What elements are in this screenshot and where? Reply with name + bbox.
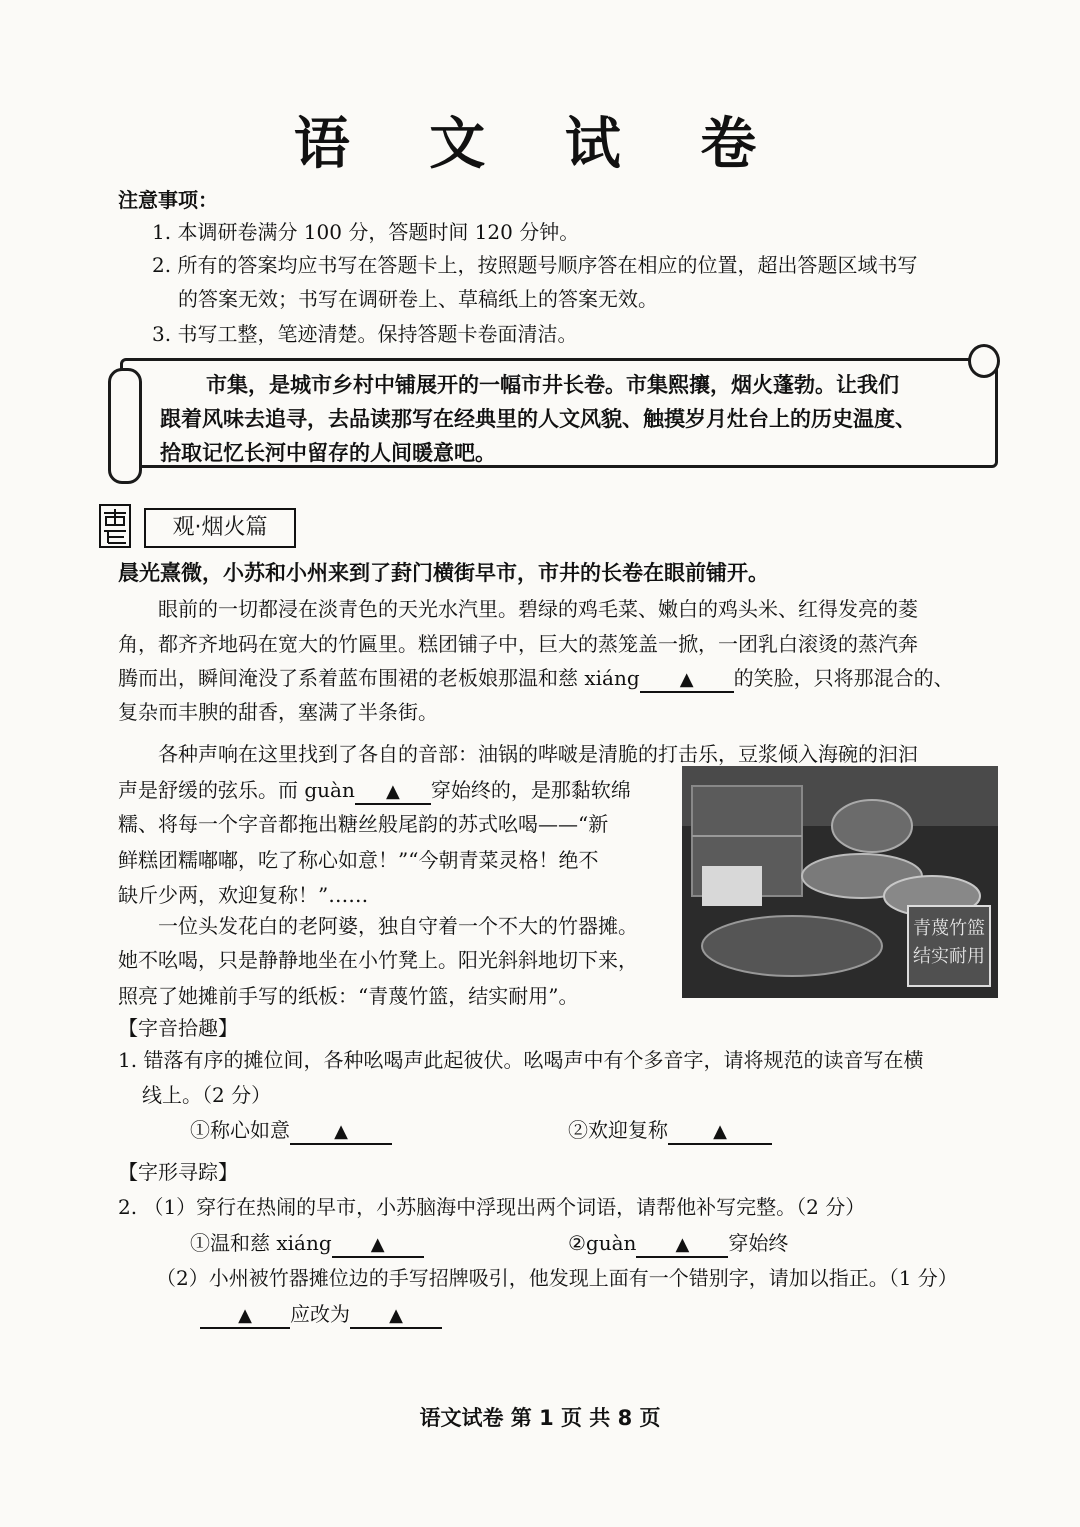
market-stall-photo (682, 766, 998, 998)
answer-blank[interactable]: ▲ (355, 781, 431, 805)
q2-part1: 2. （1）穿行在热闹的早市，小苏脑海中浮现出两个词语，请帮他补写完整。（2 分） (118, 1195, 866, 1219)
banner-text (160, 368, 980, 470)
para1-line1: 眼前的一切都浸在淡青色的天光水汽里。碧绿的鸡毛菜、嫩白的鸡头米、红得发亮的菱 (158, 597, 918, 621)
market-seal-icon (98, 503, 132, 549)
q2-item-a-label: ①温和慈 xiáng (190, 1231, 332, 1255)
answer-blank[interactable]: ▲ (332, 1234, 424, 1258)
para2-line2-a: 声是舒缓的弦乐。而 guàn (118, 778, 355, 802)
para2-line4: 鲜糕团糯嘟嘟，吃了称心如意！”“今朝青菜灵格！绝不 (118, 848, 599, 872)
notice-item-2-cont: 的答案无效；书写在调研卷上、草稿纸上的答案无效。 (178, 287, 658, 311)
q1-item-a-label: ①称心如意 (190, 1118, 290, 1142)
q1-item-a (190, 1116, 392, 1145)
answer-blank[interactable]: ▲ (350, 1305, 442, 1329)
para3-line1: 一位头发花白的老阿婆，独自守着一个不大的竹器摊。 (158, 914, 638, 938)
section-title: 观·烟火篇 (144, 508, 296, 548)
q-section-pronunciation: 【字音拾趣】 (118, 1016, 238, 1040)
answer-blank[interactable]: ▲ (636, 1234, 728, 1258)
para1-line4: 复杂而丰腴的甜香，塞满了半条街。 (118, 700, 438, 724)
q2-change-label: 应改为 (290, 1302, 350, 1326)
q2-correction (200, 1300, 442, 1329)
notice-heading: 注意事项： (118, 188, 218, 212)
q1-item-b-label: ②欢迎复称 (568, 1118, 668, 1142)
q1-line1: 1. 错落有序的摊位间，各种吆喝声此起彼伏。吆喝声中有个多音字，请将规范的读音写在横 (118, 1048, 924, 1072)
answer-blank[interactable]: ▲ (290, 1121, 392, 1145)
para2-line5: 缺斤少两，欢迎复称！”…… (118, 883, 369, 907)
para2-line2 (118, 776, 631, 805)
banner-line-3: 拾取记忆长河中留存的人间暖意吧。 (160, 441, 496, 465)
notice-item-2: 2. 所有的答案均应书写在答题卡上，按照题号顺序答在相应的位置，超出答题区域书写 (152, 253, 918, 277)
banner-line-1: 市集，是城市乡村中铺展开的一幅市井长卷。市集熙攘，烟火蓬勃。让我们 (206, 373, 899, 397)
para3-line3: 照亮了她摊前手写的纸板：“青蔑竹篮，结实耐用”。 (118, 984, 579, 1008)
para1-line2: 角，都齐齐地码在宽大的竹匾里。糕团铺子中，巨大的蒸笼盖一掀，一团乳白滚烫的蒸汽奔 (118, 632, 918, 656)
para2-line1: 各种声响在这里找到了各自的音部：油锅的哔啵是清脆的打击乐，豆浆倾入海碗的汩汩 (158, 742, 918, 766)
notice-item-3: 3. 书写工整，笔迹清楚。保持答题卡卷面清洁。 (152, 322, 578, 346)
q2-item-b-label: ②guàn (568, 1231, 637, 1255)
para1-line3-a: 腾而出，瞬间淹没了系着蓝布围裙的老板娘那温和慈 xiáng (118, 666, 640, 690)
para2-line3: 糯、将每一个字音都拖出糖丝般尾韵的苏式吆喝——“新 (118, 812, 609, 836)
para3-line2: 她不吆喝，只是静静地坐在小竹凳上。阳光斜斜地切下来， (118, 948, 638, 972)
svg-text:结实耐用: 结实耐用 (913, 946, 985, 967)
exam-title: 语 文 试 卷 (293, 112, 787, 177)
q1-line2: 线上。（2 分） (142, 1083, 272, 1107)
para1-line3 (118, 664, 954, 693)
q2-item-b (568, 1229, 788, 1258)
bamboo-baskets-image (682, 766, 998, 998)
notice-item-1: 1. 本调研卷满分 100 分，答题时间 120 分钟。 (152, 220, 580, 244)
q1-item-b (568, 1116, 772, 1145)
para2-line2-b: 穿始终的，是那黏软绵 (430, 778, 631, 802)
para1-line3-b: 的笑脸，只将那混合的、 (733, 666, 954, 690)
q2-item-b-suffix: 穿始终 (728, 1231, 789, 1255)
q2-item-a (190, 1229, 424, 1258)
intro-line: 晨光熹微，小苏和小州来到了葑门横街早市，市井的长卷在眼前铺开。 (118, 561, 769, 585)
answer-blank[interactable]: ▲ (640, 669, 734, 693)
scroll-curl-left (108, 368, 142, 484)
page-footer: 语文试卷 第 1 页 共 8 页 (419, 1406, 661, 1430)
photo-sign-text: 青蔑竹篮 (913, 918, 985, 939)
q-section-glyph: 【字形寻踪】 (118, 1160, 238, 1184)
answer-blank[interactable]: ▲ (200, 1305, 290, 1329)
q2-part2: （2）小州被竹器摊位边的手写招牌吸引，他发现上面有一个错别字，请加以指正。（1 分） (156, 1266, 958, 1290)
banner-line-2: 跟着风味去追寻，去品读那写在经典里的人文风貌、触摸岁月灶台上的历史温度、 (160, 407, 916, 431)
answer-blank[interactable]: ▲ (668, 1121, 772, 1145)
